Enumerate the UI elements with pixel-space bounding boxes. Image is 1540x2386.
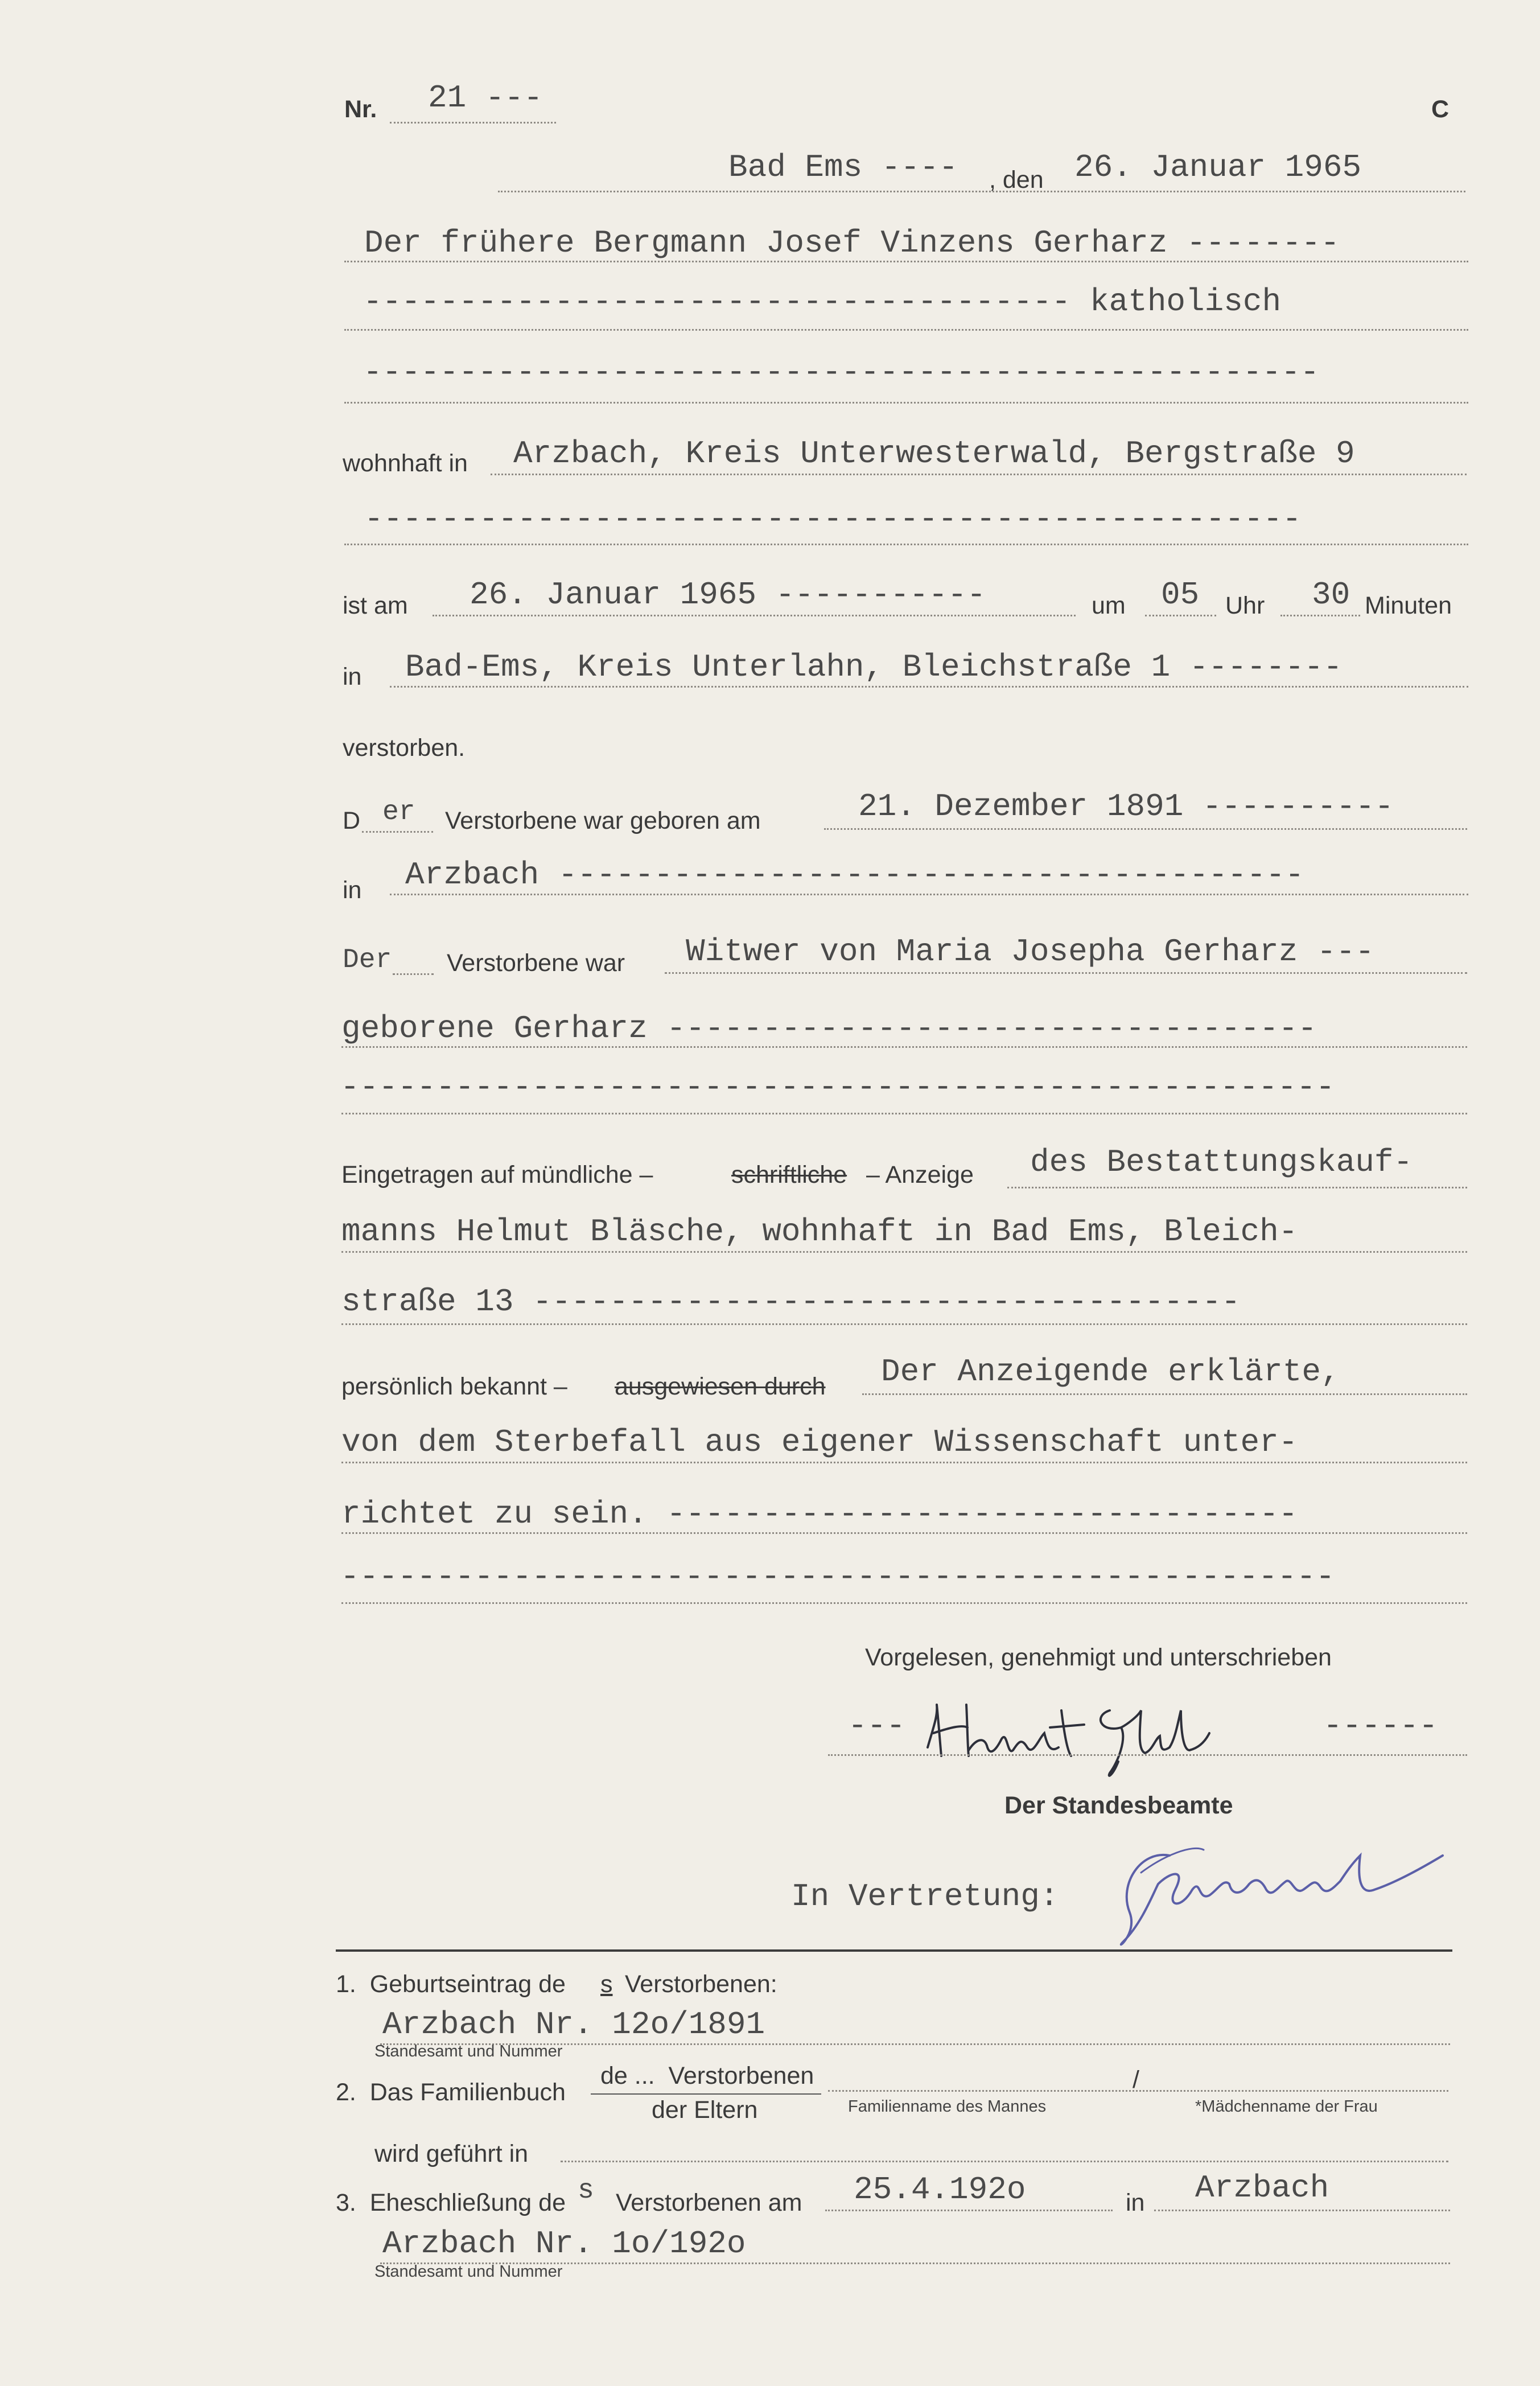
footer-item-1-rest: Verstorbenen: [625, 1970, 777, 1998]
standesbeamte-title: Der Standesbeamte [1004, 1792, 1233, 1819]
registration-place: Bad Ems ---- [728, 149, 958, 186]
vorgelesen-text: Vorgelesen, genehmigt und unterschrieben [865, 1644, 1332, 1671]
geboren-label: Verstorbene war geboren am [445, 807, 761, 834]
person-line-3: -------------------------------------------------- [363, 354, 1320, 390]
birth-place: Arzbach --------------------------------------- [405, 857, 1304, 893]
notice-line-1: des Bestattungskauf- [1030, 1144, 1413, 1180]
footer-item-1-s: s [600, 1970, 613, 1998]
footer-item-3-rest: Verstorbenen am [616, 2189, 802, 2216]
familienname-caption: Familienname des Mannes [848, 2097, 1047, 2116]
corner-letter: C [1431, 96, 1450, 123]
death-place: Bad-Ems, Kreis Unterlahn, Bleichstraße 1 -------- [405, 649, 1343, 685]
status-line-2: geborene Gerharz ---------------------------------- [341, 1010, 1317, 1047]
birth-in-label: in [343, 877, 362, 904]
den-label: , den [989, 166, 1044, 194]
d-label: D [343, 807, 361, 834]
birth-date: 21. Dezember 1891 ---------- [858, 788, 1394, 825]
bekannt-label: persönlich bekannt – [341, 1373, 567, 1400]
status-d-prefix: Der [343, 945, 392, 976]
footer-item-1-value: Arzbach Nr. 12o/1891 [382, 2006, 765, 2043]
identity-line-3: richtet zu sein. --------------------------------- [341, 1496, 1298, 1532]
identity-line-4: ---------------------------------------------------- [340, 1558, 1335, 1595]
sig-dashes-left: --- [848, 1708, 905, 1744]
ist-am-label: ist am [343, 592, 408, 619]
death-hour: 05 [1161, 577, 1200, 613]
person-line-2: ------------------------------------- katholisch [363, 283, 1282, 320]
footer-item-2-label: 2. Das Familienbuch [336, 2079, 566, 2106]
maedchenname-caption: *Mädchenname der Frau [1195, 2097, 1378, 2116]
notice-line-2: manns Helmut Bläsche, wohnhaft in Bad Ems, Bleich- [341, 1213, 1298, 1250]
marriage-place: Arzbach [1195, 2170, 1329, 2206]
residence-value: Arzbach, Kreis Unterwesterwald, Bergstraße 9 [513, 435, 1355, 472]
minuten-label: Minuten [1365, 592, 1452, 619]
struck-ausgewiesen: ausgewiesen durch [615, 1373, 826, 1400]
death-minutes: 30 [1312, 577, 1350, 613]
familienbuch-top: de ... Verstorbenen [600, 2062, 814, 2089]
notice-line-3: straße 13 ------------------------------------- [341, 1283, 1241, 1320]
status-line-3: ---------------------------------------------------- [340, 1069, 1335, 1105]
slash: / [1133, 2066, 1139, 2093]
death-in-label: in [343, 663, 362, 690]
eingetragen-label: Eingetragen auf mündliche – [341, 1161, 653, 1188]
marriage-date: 25.4.192o [854, 2171, 1026, 2208]
marriage-in-label: in [1126, 2189, 1145, 2216]
status-war-label: Verstorbene war [447, 949, 625, 977]
nr-label: Nr. [344, 96, 377, 123]
uhr-label: Uhr [1225, 592, 1265, 619]
wohnhaft-label: wohnhaft in [343, 450, 468, 477]
official-signature [1107, 1833, 1460, 1952]
vertretung-label: In Vertretung: [791, 1878, 1059, 1915]
footer-item-3-label: 3. Eheschließung de [336, 2189, 566, 2216]
um-label: um [1092, 592, 1126, 619]
informant-signature [922, 1693, 1298, 1779]
residence-continuation: ------------------------------------------------- [364, 501, 1302, 537]
sig-dashes-right: ------ [1323, 1708, 1438, 1744]
person-line-1: Der frühere Bergmann Josef Vinzens Gerharz -------- [364, 225, 1340, 261]
anzeige-label: – Anzeige [866, 1161, 974, 1188]
wird-gefuehrt-label: wird geführt in [374, 2140, 529, 2167]
death-date: 26. Januar 1965 ----------- [470, 577, 986, 613]
d-suffix: er [382, 797, 415, 828]
standesamt-caption-1: Standesamt und Nummer [374, 2042, 563, 2060]
footer-item-3-s: s [578, 2175, 594, 2206]
verstorben-label: verstorben. [343, 734, 466, 762]
registration-date: 26. Januar 1965 [1074, 149, 1362, 186]
status-line-1: Witwer von Maria Josepha Gerharz --- [686, 933, 1374, 970]
struck-schriftliche: schriftliche [731, 1161, 847, 1188]
identity-line-1: Der Anzeigende erklärte, [881, 1354, 1340, 1390]
nr-value: 21 --- [428, 80, 543, 116]
footer-item-3-value: Arzbach Nr. 1o/192o [382, 2225, 746, 2262]
standesamt-caption-2: Standesamt und Nummer [374, 2262, 563, 2281]
footer-item-1-label: 1. Geburtseintrag de [336, 1970, 566, 1998]
identity-line-2: von dem Sterbefall aus eigener Wissenschaft unter- [341, 1424, 1298, 1461]
familienbuch-bottom: der Eltern [652, 2096, 758, 2124]
